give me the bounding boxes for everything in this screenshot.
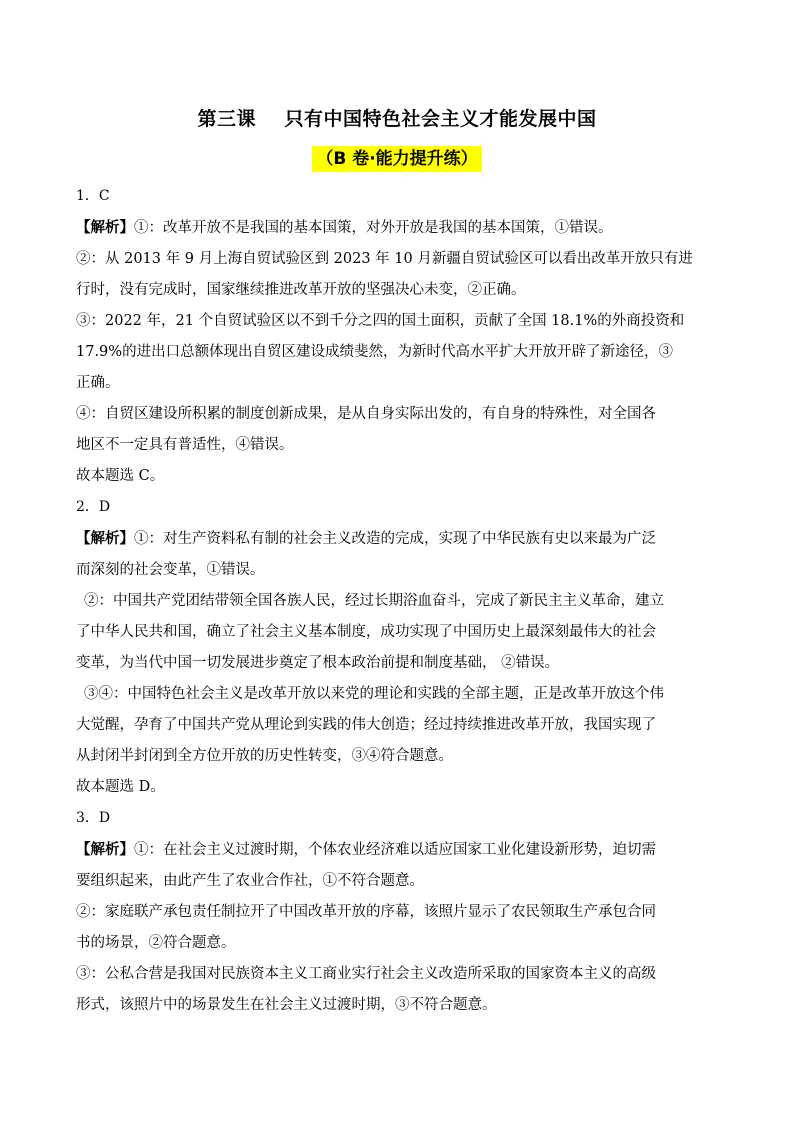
question-3-line: ③：公私合营是我国对民族资本主义工商业实行社会主义改造所采取的国家资本主义的高级 <box>76 966 656 982</box>
question-2-line: 大觉醒，孕育了中国共产党从理论到实践的伟大创造；经过持续推进改革开放，我国实现了 <box>76 717 656 733</box>
question-1-line: ④：自贸区建设所积累的制度创新成果，是从自身实际出发的，有自身的特殊性，对全国各 <box>76 406 656 422</box>
analysis-text: ①：在社会主义过渡时期，个体农业经济难以适应国家工业化建设新形势，迫切需 <box>134 842 656 858</box>
analysis-text: ①：改革开放不是我国的基本国策，对外开放是我国的基本国策，①错误。 <box>134 220 613 236</box>
question-3-line <box>76 834 720 866</box>
subtitle-wrap <box>0 146 794 172</box>
analysis-label: 【解析】 <box>76 530 134 547</box>
page-subtitle: （B 卷·能力提升练） <box>312 146 481 172</box>
question-3-line: ②：家庭联产承包责任制拉开了中国改革开放的序幕，该照片显示了农民领取生产承包合同 <box>76 904 656 920</box>
question-1-answer: 1．C <box>76 188 110 204</box>
question-3-line: 形式，该照片中的场景发生在社会主义过渡时期，③不符合题意。 <box>76 997 497 1013</box>
question-2-line: 变革，为当代中国一切发展进步奠定了根本政治前提和制度基础， ②错误。 <box>76 655 560 671</box>
analysis-text: ①：对生产资料私有制的社会主义改造的完成，实现了中华民族有史以来最为广泛 <box>134 531 656 547</box>
question-2-conclusion: 故本题选 D。 <box>76 779 165 795</box>
question-1-line: 地区不一定具有普适性，④错误。 <box>76 437 294 453</box>
question-1-line: ③：2022 年，21 个自贸试验区以不到千分之四的国土面积，贡献了全国 18.1%的外商投资和 <box>76 313 685 329</box>
question-2-line: 从封闭半封闭到全方位开放的历史性转变，③④符合题意。 <box>76 748 453 764</box>
question-2-line <box>76 523 720 555</box>
question-3-answer: 3．D <box>76 810 111 826</box>
question-2-line: 了中华人民共和国，确立了社会主义基本制度，成功实现了中国历史上最深刻最伟大的社会 <box>76 624 656 640</box>
question-2-answer: 2．D <box>76 499 111 515</box>
question-3-line: 书的场景，②符合题意。 <box>76 935 236 951</box>
answer-content <box>76 181 720 1021</box>
question-3-line: 要组织起来，由此产生了农业合作社，①不符合题意。 <box>76 873 424 889</box>
page-title: 第三课 只有中国特色社会主义才能发展中国 <box>197 108 597 130</box>
question-1-conclusion: 故本题选 C。 <box>76 468 165 484</box>
question-1-line: 行时，没有完成时，国家继续推进改革开放的坚强决心未变，②正确。 <box>76 282 526 298</box>
question-1-line: 正确。 <box>76 375 120 391</box>
question-1-line: ②：从 2013 年 9 月上海自贸试验区到 2023 年 10 月新疆自贸试验区可以看出改革开放只有进 <box>76 251 693 267</box>
question-2-line: ③④：中国特色社会主义是改革开放以来党的理论和实践的全部主题，正是改革开放这个伟 <box>84 686 664 702</box>
question-2-line: 而深刻的社会变革，①错误。 <box>76 562 265 578</box>
analysis-label: 【解析】 <box>76 219 134 236</box>
question-2-line: ②：中国共产党团结带领全国各族人民，经过长期浴血奋斗，完成了新民主主义革命，建立 <box>84 593 664 609</box>
analysis-label: 【解析】 <box>76 841 134 858</box>
question-1-line: 17.9%的进出口总额体现出自贸区建设成绩斐然，为新时代高水平扩大开放开辟了新途径，③ <box>76 344 674 360</box>
question-1-line <box>76 212 720 244</box>
